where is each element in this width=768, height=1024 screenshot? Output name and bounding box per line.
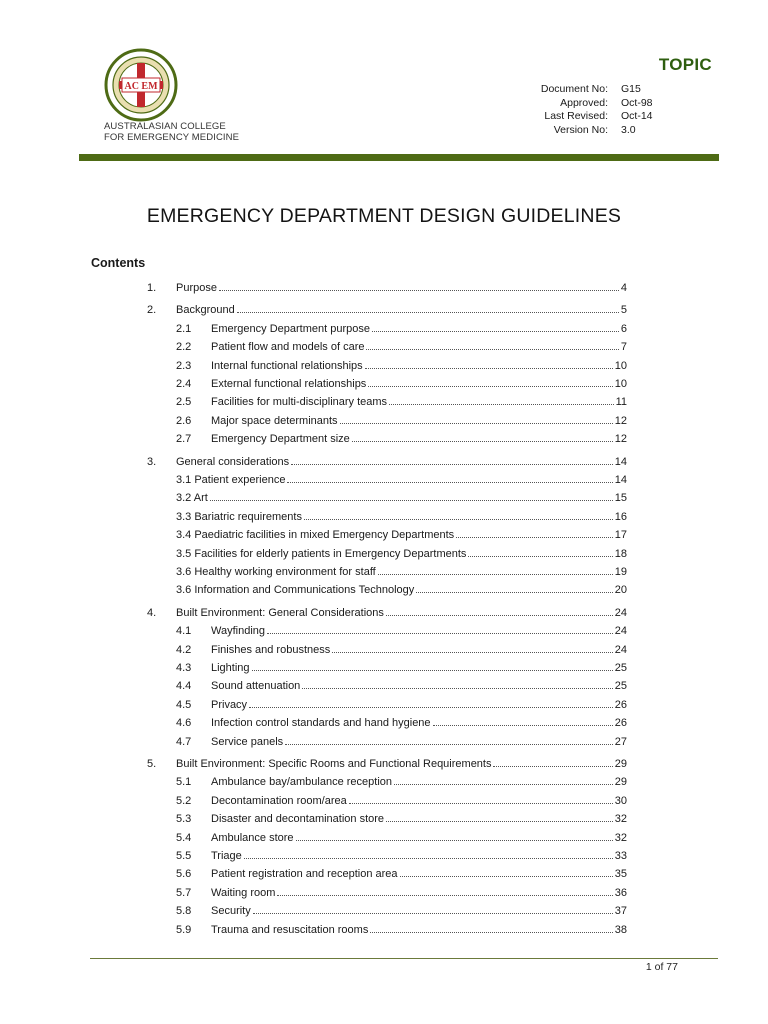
toc-entry[interactable]	[0, 715, 768, 731]
toc-entry-number: 5.9	[176, 923, 192, 936]
toc-entry[interactable]	[0, 774, 768, 790]
college-name-line2: FOR EMERGENCY MEDICINE	[104, 132, 240, 143]
toc-entry[interactable]	[0, 546, 768, 562]
toc-entry[interactable]	[0, 302, 768, 318]
toc-entry[interactable]	[0, 922, 768, 938]
toc-entry[interactable]	[0, 848, 768, 864]
toc-entry[interactable]	[0, 660, 768, 676]
toc-leader-dots	[210, 500, 613, 501]
toc-entry-title: Lighting	[211, 662, 250, 674]
toc-entry-page: 10	[614, 359, 627, 372]
toc-entry[interactable]	[0, 321, 768, 337]
toc-entry-number: 5.4	[176, 831, 192, 844]
toc-leader-dots	[287, 482, 612, 483]
metadata-row	[520, 83, 681, 97]
contents-heading: Contents	[91, 256, 146, 270]
toc-entry-number: 2.5	[176, 396, 192, 409]
metadata-label: Document No:	[540, 83, 608, 95]
toc-entry-page: 12	[614, 433, 627, 446]
metadata-row	[520, 110, 681, 124]
toc-entry-title: Sound attenuation	[211, 680, 301, 693]
header-divider	[79, 154, 719, 161]
toc-leader-dots	[433, 725, 613, 726]
toc-entry[interactable]	[0, 756, 768, 772]
toc-entry-number: 1.	[147, 282, 157, 294]
toc-entry-number: 4.4	[176, 680, 192, 693]
toc-entry-title: External functional relationships	[211, 378, 367, 390]
toc-entry-page: 6	[620, 322, 627, 335]
toc-entry[interactable]	[0, 376, 768, 392]
toc-entry-title: 3.6 Information and Communications Technology	[176, 584, 415, 597]
toc-entry-number: 5.1	[176, 776, 192, 789]
metadata-row	[520, 124, 681, 138]
toc-entry-page: 30	[614, 794, 627, 807]
toc-entry-page: 4	[620, 282, 627, 294]
college-seal-icon	[104, 48, 178, 122]
toc-entry-title: General considerations	[176, 455, 290, 468]
toc-entry-number: 2.	[147, 304, 157, 317]
toc-entry-page: 26	[614, 698, 627, 711]
toc-leader-dots	[370, 932, 612, 933]
toc-entry[interactable]	[0, 509, 768, 525]
toc-entry-number: 2.6	[176, 414, 192, 427]
toc-leader-dots	[366, 349, 618, 350]
toc-entry-title: Purpose	[176, 282, 217, 294]
toc-entry-number: 3.	[147, 455, 157, 468]
toc-entry-number: 5.3	[176, 813, 192, 826]
toc-leader-dots	[372, 331, 619, 332]
toc-leader-dots	[332, 652, 613, 653]
toc-entry-number: 5.5	[176, 850, 192, 862]
toc-entry-page: 36	[614, 886, 627, 899]
toc-entry-page: 7	[620, 341, 627, 354]
toc-entry-title: Service panels	[211, 735, 284, 748]
toc-entry[interactable]	[0, 582, 768, 598]
toc-entry-page: 19	[614, 566, 627, 578]
document-metadata	[520, 83, 681, 137]
toc-entry[interactable]	[0, 413, 768, 429]
toc-leader-dots	[277, 895, 612, 896]
toc-entry-page: 10	[614, 378, 627, 390]
toc-entry-title: 3.3 Bariatric requirements	[176, 510, 302, 523]
toc-entry-title: Patient registration and reception area	[211, 868, 398, 881]
toc-entry-page: 27	[614, 735, 627, 748]
toc-entry-page: 24	[614, 643, 627, 656]
toc-entry-number: 2.1	[176, 322, 192, 335]
toc-leader-dots	[416, 592, 612, 593]
toc-leader-dots	[302, 688, 612, 689]
toc-entry-page: 14	[614, 455, 627, 468]
toc-entry-title: Decontamination room/area	[211, 794, 347, 807]
toc-entry[interactable]	[0, 564, 768, 580]
toc-entry[interactable]	[0, 903, 768, 919]
toc-entry-title: Ambulance bay/ambulance reception	[211, 776, 393, 789]
toc-entry-page: 25	[614, 680, 627, 693]
toc-entry-number: 2.4	[176, 378, 192, 390]
footer-divider	[90, 958, 718, 959]
toc-entry[interactable]	[0, 431, 768, 447]
toc-leader-dots	[340, 423, 613, 424]
toc-entry-number: 2.3	[176, 359, 192, 372]
toc-leader-dots	[493, 766, 612, 767]
toc-entry-page: 37	[614, 905, 627, 918]
toc-entry-page: 35	[614, 868, 627, 881]
toc-leader-dots	[267, 633, 613, 634]
toc-entry-number: 5.6	[176, 868, 192, 881]
toc-leader-dots	[249, 707, 613, 708]
toc-entry-number: 4.	[147, 606, 157, 619]
metadata-value: G15	[621, 83, 641, 95]
toc-leader-dots	[368, 386, 612, 387]
toc-entry-number: 5.2	[176, 794, 192, 807]
toc-entry-title: Built Environment: Specific Rooms and Functional Requirements	[176, 758, 492, 770]
toc-entry[interactable]	[0, 527, 768, 543]
toc-entry[interactable]	[0, 866, 768, 882]
toc-leader-dots	[296, 840, 613, 841]
topic-label: TOPIC	[658, 55, 712, 74]
document-title: EMERGENCY DEPARTMENT DESIGN GUIDELINES	[146, 205, 622, 227]
toc-entry-page: 18	[614, 547, 627, 560]
page-number: 1 of 77	[645, 961, 678, 973]
toc-entry-title: 3.6 Healthy working environment for staff	[176, 566, 376, 578]
toc-entry[interactable]	[0, 697, 768, 713]
toc-entry-page: 29	[614, 758, 627, 770]
toc-entry-title: Disaster and decontamination store	[211, 813, 385, 826]
toc-entry-title: Facilities for multi-disciplinary teams	[211, 396, 388, 409]
toc-leader-dots	[352, 441, 613, 442]
toc-entry-title: Emergency Department size	[211, 433, 350, 446]
toc-leader-dots	[389, 404, 614, 405]
metadata-value: Oct-98	[621, 96, 653, 109]
toc-entry-number: 2.2	[176, 341, 192, 354]
toc-leader-dots	[386, 821, 613, 822]
toc-leader-dots	[244, 858, 613, 859]
toc-entry-number: 2.7	[176, 433, 192, 446]
toc-entry-page: 12	[614, 414, 627, 427]
toc-entry-page: 32	[614, 813, 627, 826]
toc-entry[interactable]	[0, 280, 768, 296]
toc-leader-dots	[291, 464, 613, 465]
toc-leader-dots	[349, 803, 613, 804]
metadata-label: Approved:	[560, 96, 608, 109]
metadata-label: Last Revised:	[544, 110, 608, 123]
toc-entry-page: 24	[614, 625, 627, 638]
toc-entry-number: 4.5	[176, 698, 192, 711]
toc-leader-dots	[386, 615, 613, 616]
toc-entry-page: 20	[614, 584, 627, 597]
toc-entry-title: 3.4 Paediatric facilities in mixed Emergency Departments	[176, 529, 455, 542]
toc-entry-page: 15	[614, 492, 627, 505]
toc-entry[interactable]	[0, 885, 768, 901]
toc-entry-title: Waiting room	[211, 886, 276, 899]
toc-entry[interactable]	[0, 734, 768, 750]
toc-leader-dots	[253, 913, 613, 914]
toc-entry[interactable]	[0, 339, 768, 355]
toc-entry-title: Privacy	[211, 698, 248, 711]
toc-entry-number: 5.7	[176, 886, 192, 899]
toc-entry[interactable]	[0, 811, 768, 827]
metadata-row	[520, 97, 681, 111]
toc-entry[interactable]	[0, 642, 768, 658]
toc-entry-title: 3.2 Art	[176, 492, 208, 505]
metadata-label: Version No:	[553, 123, 608, 136]
toc-entry[interactable]	[0, 490, 768, 506]
toc-entry[interactable]	[0, 793, 768, 809]
toc-entry-number: 4.7	[176, 735, 192, 748]
toc-entry-page: 5	[620, 304, 627, 317]
toc-entry-title: Finishes and robustness	[211, 643, 331, 656]
toc-entry-title: Ambulance store	[211, 831, 294, 844]
toc-entry-page: 38	[614, 923, 627, 936]
toc-entry-page: 16	[614, 510, 627, 523]
toc-leader-dots	[456, 537, 613, 538]
college-name	[104, 121, 240, 143]
toc-entry-page: 29	[614, 776, 627, 789]
toc-leader-dots	[304, 519, 613, 520]
toc-entry-page: 24	[614, 606, 627, 619]
toc-entry[interactable]	[0, 605, 768, 621]
toc-entry-title: Major space determinants	[211, 414, 338, 427]
toc-entry-title: Security	[211, 905, 251, 918]
college-name-line1: AUSTRALASIAN COLLEGE	[104, 121, 226, 132]
metadata-value: 3.0	[621, 123, 636, 136]
toc-entry-title: Background	[176, 304, 235, 317]
toc-entry-page: 33	[614, 850, 627, 862]
toc-entry-number: 5.8	[176, 905, 192, 918]
toc-leader-dots	[378, 574, 613, 575]
toc-leader-dots	[468, 556, 612, 557]
toc-entry-title: Patient flow and models of care	[211, 341, 365, 354]
toc-entry-page: 17	[614, 529, 627, 542]
toc-entry-number: 4.3	[176, 662, 192, 674]
toc-entry-number: 4.2	[176, 643, 192, 656]
toc-entry-title: Built Environment: General Considerations	[176, 606, 384, 619]
toc-leader-dots	[252, 670, 613, 671]
toc-entry[interactable]	[0, 678, 768, 694]
toc-entry-title: Triage	[211, 850, 242, 862]
toc-entry[interactable]	[0, 454, 768, 470]
toc-entry[interactable]	[0, 394, 768, 410]
toc-entry-page: 25	[614, 662, 627, 674]
toc-entry-title: Internal functional relationships	[211, 359, 363, 372]
toc-entry-page: 14	[614, 474, 627, 486]
toc-entry-title: Emergency Department purpose	[211, 322, 370, 335]
seal-initials: AC EM	[124, 81, 158, 92]
toc-entry-page: 32	[614, 831, 627, 844]
toc-leader-dots	[237, 312, 619, 313]
toc-entry[interactable]	[0, 830, 768, 846]
toc-entry-number: 5.	[147, 758, 157, 770]
toc-entry-page: 26	[614, 717, 627, 730]
toc-entry-title: Wayfinding	[211, 625, 266, 638]
metadata-value: Oct-14	[621, 110, 653, 123]
toc-entry-page: 11	[615, 396, 627, 409]
toc-entry-title: 3.1 Patient experience	[176, 474, 286, 486]
toc-leader-dots	[400, 876, 613, 877]
toc-entry-number: 4.1	[176, 625, 192, 638]
toc-leader-dots	[285, 744, 613, 745]
toc-leader-dots	[219, 290, 619, 291]
toc-entry-title: Trauma and resuscitation rooms	[211, 923, 369, 936]
toc-entry[interactable]	[0, 472, 768, 488]
toc-entry[interactable]	[0, 623, 768, 639]
toc-entry-title: 3.5 Facilities for elderly patients in Emergency Departments	[176, 547, 467, 560]
toc-entry-number: 4.6	[176, 717, 192, 730]
toc-leader-dots	[365, 368, 613, 369]
toc-entry-title: Infection control standards and hand hygiene	[211, 717, 431, 730]
toc-leader-dots	[394, 784, 613, 785]
toc-entry[interactable]	[0, 358, 768, 374]
